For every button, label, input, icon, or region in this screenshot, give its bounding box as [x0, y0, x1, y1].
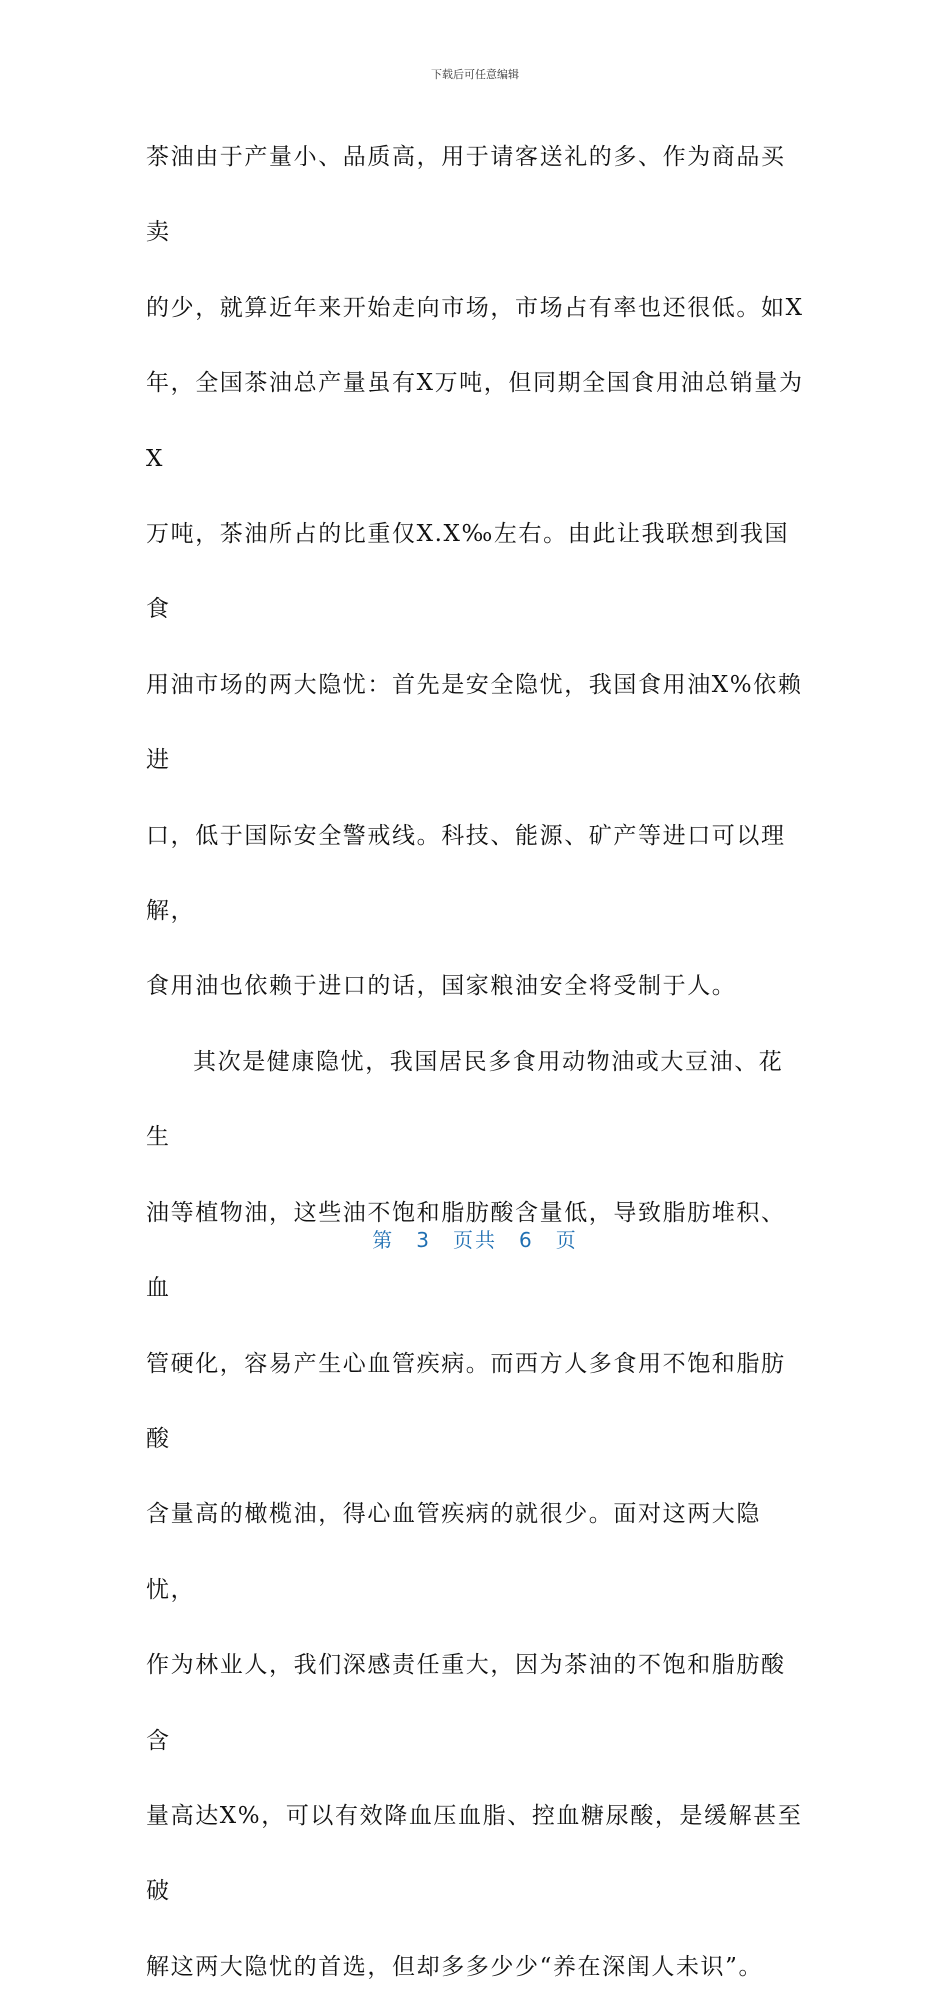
text-line: 量高达X%，可以有效降血压血脂、控血糖尿酸，是缓解甚至破	[146, 1802, 803, 1905]
page-header-note: 下载后可任意编辑	[431, 68, 519, 81]
text-line: 口，低于国际安全警戒线。科技、能源、矿产等进口可以理解，	[146, 822, 786, 925]
text-line: 年，全国茶油总产量虽有X万吨，但同期全国食用油总销量为X	[146, 370, 804, 472]
text-line: 茶油由于产量小、品质高，用于请客送礼的多、作为商品买卖	[146, 144, 786, 246]
document-body	[146, 120, 806, 2005]
text-line: 的少，就算近年来开始走向市场，市场占有率也还很低。如X	[146, 294, 804, 321]
text-line: 含量高的橄榄油，得心血管疾病的就很少。面对这两大隐忧，	[146, 1501, 761, 1603]
paragraph-start-line: 其次是健康隐忧，我国居民多食用动物油或大豆油、花生	[146, 1048, 784, 1151]
current-page-number: 3	[416, 1228, 431, 1252]
footer-suffix: 页	[555, 1228, 578, 1252]
text-line: 解这两大隐忧的首选，但却多多少少“养在深闺人未识”。	[146, 1953, 764, 1980]
text-line: 食用油也依赖于进口的话，国家粮油安全将受制于人。	[146, 973, 737, 1000]
page-number-footer	[0, 1224, 950, 1253]
text-line: 管硬化，容易产生心血管疾病。而西方人多食用不饱和脂肪酸	[146, 1350, 786, 1452]
text-line: 作为林业人，我们深感责任重大，因为茶油的不饱和脂肪酸含	[146, 1652, 786, 1754]
total-pages-number: 6	[519, 1228, 534, 1252]
footer-prefix: 第	[372, 1228, 395, 1252]
footer-middle: 页共	[453, 1228, 497, 1252]
text-line: 万吨，茶油所占的比重仅X.X‰左右。由此让我联想到我国食	[146, 521, 790, 623]
text-line: 用油市场的两大隐忧：首先是安全隐忧，我国食用油X%依赖进	[146, 671, 803, 774]
text-line: 油等植物油，这些油不饱和脂肪酸含量低，导致脂肪堆积、血	[146, 1199, 786, 1302]
